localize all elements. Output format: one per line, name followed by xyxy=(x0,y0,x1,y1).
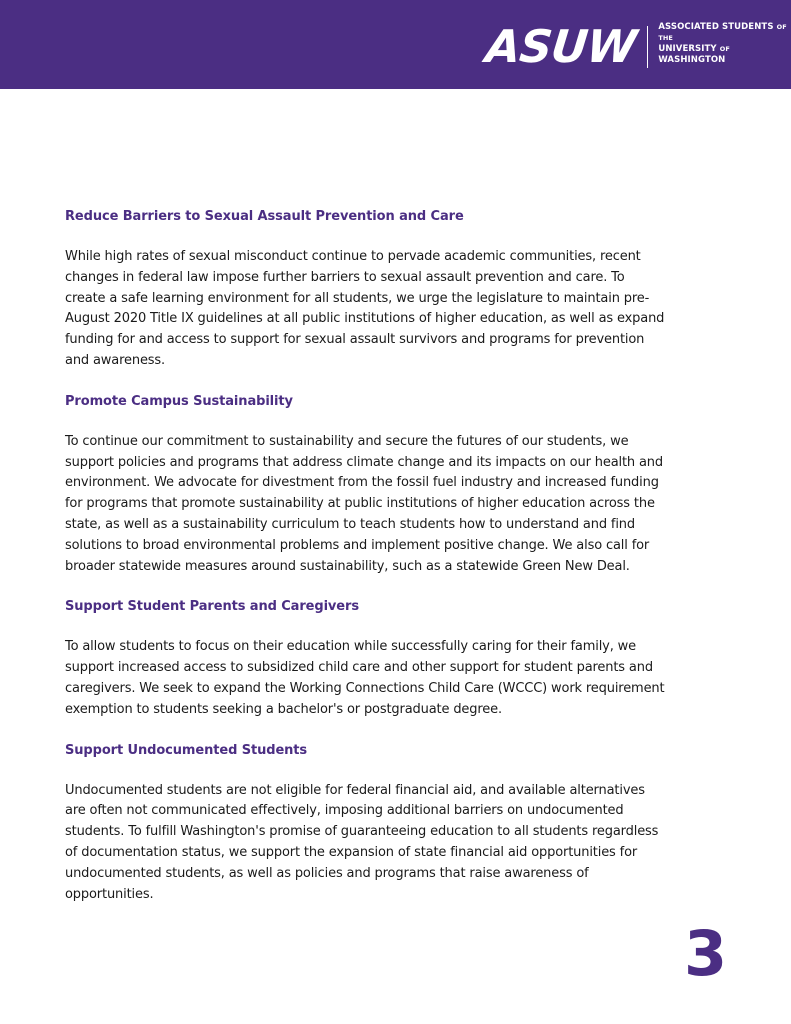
section-paragraph: While high rates of sexual misconduct continue to pervade academic communities, recent changes in federal law impose further barriers to sexual assault prevention and care. To create a safe learning environment for all students, we urge the legislature to maintain pre-August 2020 Title IX guidelines at all public institutions of higher education, as well as expand funding for and access to support for sexual assault survivors and programs for prevention and awareness. xyxy=(65,249,665,368)
section-sustainability xyxy=(65,393,665,578)
logo-org-line-1: ASSOCIATED STUDENTS OF THE xyxy=(658,22,787,42)
section-sexual-assault xyxy=(65,208,665,372)
section-paragraph: To continue our commitment to sustainability and secure the futures of our students, we support policies and programs that address climate change and its impacts on our health and environment. We advocate for divestment from the fossil fuel industry and increased funding for programs that promote sustainability at public institutions of higher education across the state, as well as a sustainability curriculum to teach students how to understand and find solutions to broad environmental problems and implement positive change. We also call for broader statewide measures around sustainability, such as a statewide Green New Deal. xyxy=(65,433,663,574)
logo-org-line-2: UNIVERSITY OF WASHINGTON xyxy=(658,44,730,65)
page-number: 3 xyxy=(684,917,728,990)
section-undocumented-students xyxy=(65,742,665,906)
asuw-logo xyxy=(483,20,791,73)
section-heading: Promote Campus Sustainability xyxy=(65,393,293,409)
section-heading: Support Undocumented Students xyxy=(65,742,308,758)
section-heading: Support Student Parents and Caregivers xyxy=(65,599,359,615)
logo-mark: ASUW xyxy=(483,20,639,73)
logo-divider xyxy=(647,26,648,68)
logo-org-name xyxy=(658,22,791,66)
section-paragraph: Undocumented students are not eligible for federal financial aid, and available alternatives are often not communicated effectively, imposing additional barriers on undocumented students. To fulfill Washington's promise of guaranteeing education to all students regardless of documentation status, we support the expansion of state financial aid opportunities for undocumented students, as well as policies and programs that raise awareness of opportunities. xyxy=(65,782,659,902)
section-heading: Reduce Barriers to Sexual Assault Prevention and Care xyxy=(65,209,464,224)
header-band xyxy=(0,0,791,89)
section-paragraph: To allow students to focus on their education while successfully caring for their family, we support increased access to subsidized child care and other support for student parents and caregivers. We seek to expand the Working Connections Child Care (WCCC) work requirement exemption to students seeking a bachelor's or postgraduate degree. xyxy=(65,639,665,717)
section-student-parents xyxy=(65,598,665,720)
document-body xyxy=(65,208,665,926)
